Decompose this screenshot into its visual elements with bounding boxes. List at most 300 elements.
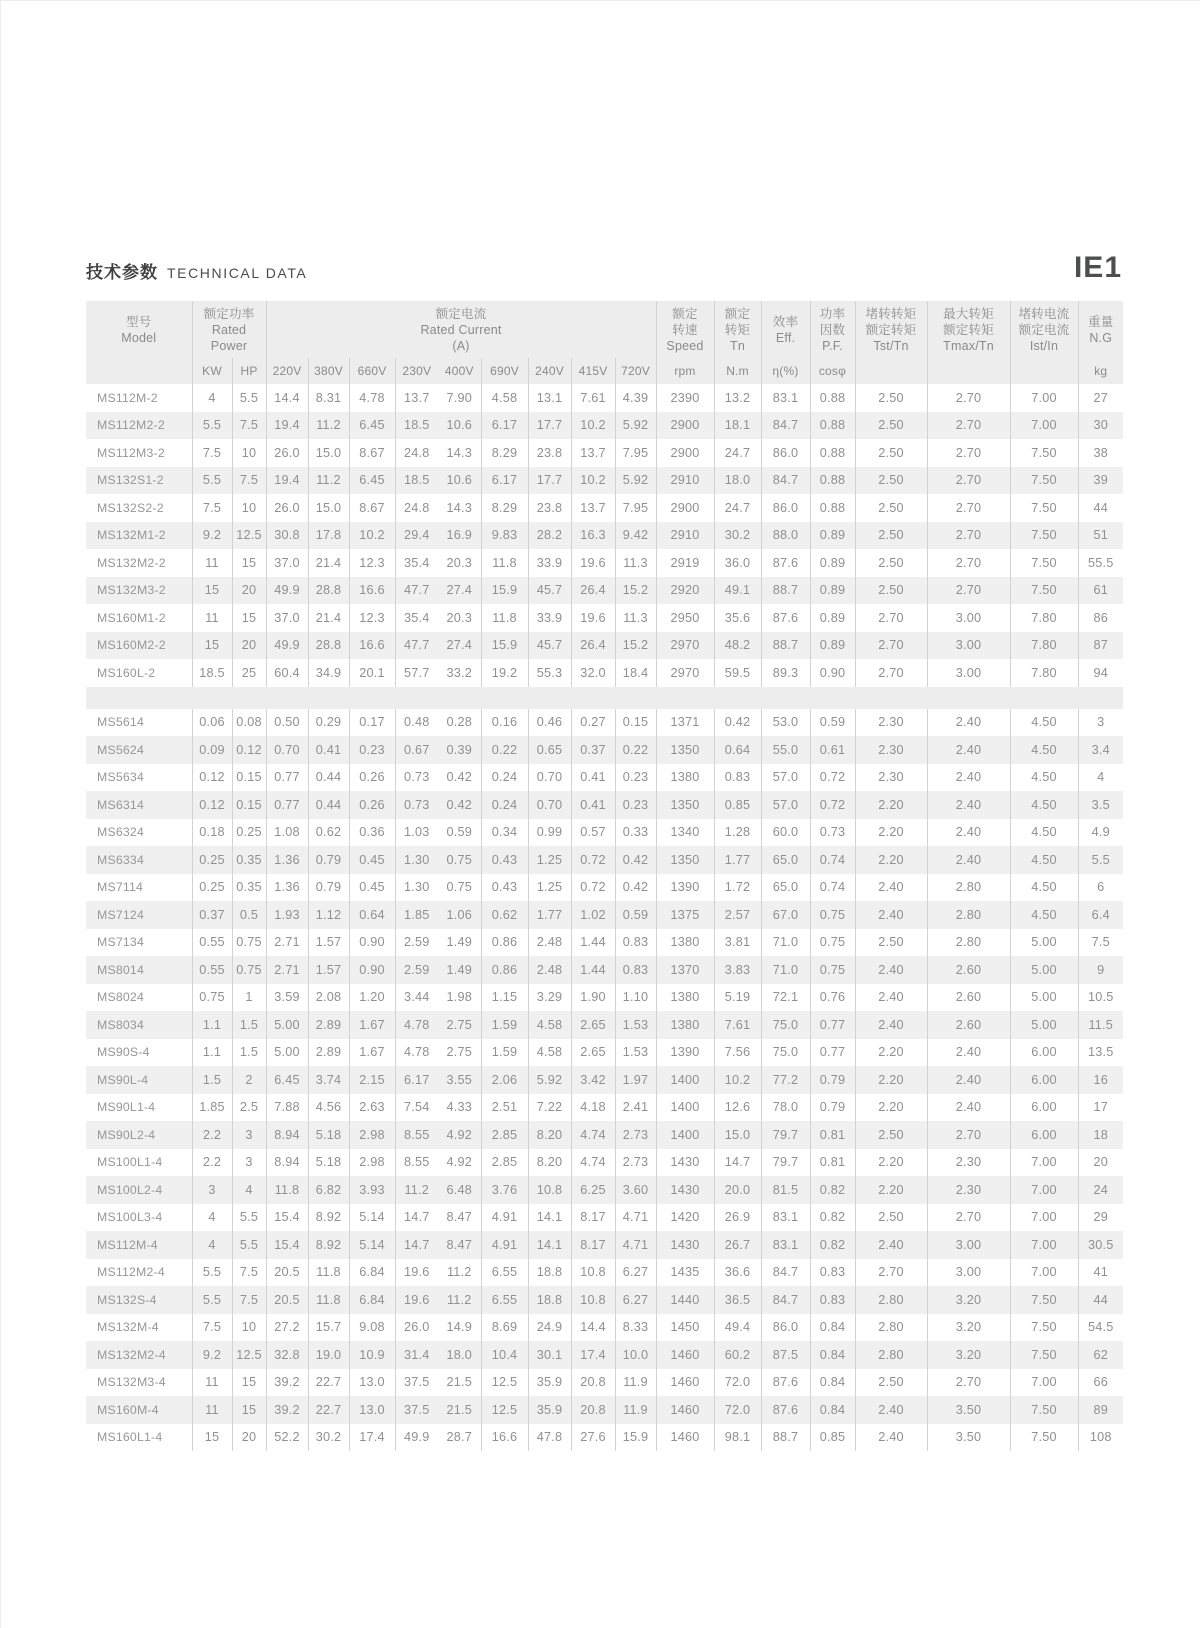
header-unit-row	[86, 358, 1123, 384]
value-cell: 0.35	[232, 846, 266, 874]
value-cell: 1.15	[481, 984, 528, 1012]
model-cell: MS132M3-2	[86, 577, 192, 605]
value-cell: 10.2	[571, 467, 615, 495]
value-cell: 30.5	[1078, 1231, 1123, 1259]
header-line: Rated Current	[420, 322, 502, 337]
value-cell: 8.67	[349, 439, 395, 467]
value-cell: 1.28	[714, 819, 761, 847]
value-cell: 18.4	[615, 659, 656, 687]
value-cell: 1.53	[615, 1011, 656, 1039]
model-cell: MS160L1-4	[86, 1424, 192, 1452]
value-cell: 0.35	[232, 874, 266, 902]
value-cell: 4	[192, 1231, 232, 1259]
value-cell: 28.8	[308, 577, 349, 605]
value-cell: 0.24	[481, 791, 528, 819]
value-cell: 5.5	[232, 1204, 266, 1232]
value-cell: 4.92	[438, 1149, 481, 1177]
value-cell: 2.60	[927, 984, 1010, 1012]
value-cell: 79.7	[761, 1149, 810, 1177]
model-cell: MS90S-4	[86, 1039, 192, 1067]
value-cell: 0.42	[438, 791, 481, 819]
value-cell: 53.0	[761, 709, 810, 737]
value-cell: 0.42	[615, 874, 656, 902]
value-cell: 0.75	[232, 956, 266, 984]
value-cell: 0.33	[615, 819, 656, 847]
value-cell: 0.28	[438, 709, 481, 737]
value-cell: 2.40	[927, 709, 1010, 737]
value-cell: 19.6	[395, 1286, 438, 1314]
value-cell: 1.02	[571, 901, 615, 929]
value-cell: 4.33	[438, 1094, 481, 1122]
table-row	[86, 874, 1123, 902]
value-cell: 0.22	[615, 736, 656, 764]
value-cell: 6.27	[615, 1286, 656, 1314]
value-cell: 11.8	[308, 1259, 349, 1287]
value-cell: 6.00	[1010, 1066, 1078, 1094]
value-cell: 0.09	[192, 736, 232, 764]
value-cell: 24	[1078, 1176, 1123, 1204]
unit-header: 660V	[349, 358, 395, 384]
value-cell: 89.3	[761, 659, 810, 687]
value-cell: 0.89	[810, 632, 855, 660]
value-cell: 0.55	[192, 956, 232, 984]
value-cell: 83.1	[761, 384, 810, 412]
value-cell: 2.40	[855, 1231, 927, 1259]
value-cell: 7.50	[1010, 1314, 1078, 1342]
value-cell: 7.00	[1010, 384, 1078, 412]
value-cell: 3.50	[927, 1424, 1010, 1452]
value-cell: 7.80	[1010, 604, 1078, 632]
value-cell: 57.7	[395, 659, 438, 687]
value-cell: 51	[1078, 522, 1123, 550]
value-cell: 2900	[656, 494, 714, 522]
value-cell: 1.36	[266, 846, 308, 874]
value-cell: 11	[192, 1396, 232, 1424]
value-cell: 1.25	[528, 874, 571, 902]
header-line: Speed	[666, 338, 704, 353]
value-cell: 3.20	[927, 1341, 1010, 1369]
value-cell: 1440	[656, 1286, 714, 1314]
value-cell: 4.92	[438, 1121, 481, 1149]
value-cell: 13.5	[1078, 1039, 1123, 1067]
value-cell: 9.08	[349, 1314, 395, 1342]
value-cell: 0.44	[308, 791, 349, 819]
value-cell: 5.92	[528, 1066, 571, 1094]
value-cell: 35.6	[714, 604, 761, 632]
value-cell: 87	[1078, 632, 1123, 660]
value-cell: 0.84	[810, 1369, 855, 1397]
unit-header	[86, 358, 192, 384]
value-cell: 7.50	[1010, 549, 1078, 577]
value-cell: 8.29	[481, 439, 528, 467]
value-cell: 4.50	[1010, 736, 1078, 764]
value-cell: 4.50	[1010, 764, 1078, 792]
value-cell: 6.84	[349, 1259, 395, 1287]
table-body	[86, 384, 1123, 1451]
value-cell: 3.44	[395, 984, 438, 1012]
value-cell: 0.06	[192, 709, 232, 737]
value-cell: 88.7	[761, 1424, 810, 1452]
value-cell: 2.20	[855, 1176, 927, 1204]
value-cell: 7.5	[232, 1286, 266, 1314]
value-cell: 7.5	[192, 1314, 232, 1342]
value-cell: 1.44	[571, 956, 615, 984]
value-cell: 84.7	[761, 1259, 810, 1287]
value-cell: 86.0	[761, 439, 810, 467]
unit-header: 720V	[615, 358, 656, 384]
value-cell: 0.41	[308, 736, 349, 764]
value-cell: 18	[1078, 1121, 1123, 1149]
value-cell: 0.83	[714, 764, 761, 792]
value-cell: 0.44	[308, 764, 349, 792]
value-cell: 94	[1078, 659, 1123, 687]
value-cell: 1.85	[395, 901, 438, 929]
value-cell: 67.0	[761, 901, 810, 929]
value-cell: 1.1	[192, 1011, 232, 1039]
value-cell: 0.57	[571, 819, 615, 847]
value-cell: 1.30	[395, 846, 438, 874]
value-cell: 2.98	[349, 1121, 395, 1149]
value-cell: 20.8	[571, 1396, 615, 1424]
value-cell: 15	[232, 549, 266, 577]
table-row	[86, 467, 1123, 495]
value-cell: 0.88	[810, 467, 855, 495]
value-cell: 10.2	[571, 412, 615, 440]
value-cell: 15	[232, 1369, 266, 1397]
value-cell: 1.20	[349, 984, 395, 1012]
value-cell: 0.89	[810, 549, 855, 577]
value-cell: 1.03	[395, 819, 438, 847]
value-cell: 3.29	[528, 984, 571, 1012]
value-cell: 86.0	[761, 494, 810, 522]
value-cell: 15	[232, 1396, 266, 1424]
header-line: 堵转电流	[1018, 306, 1070, 321]
value-cell: 27	[1078, 384, 1123, 412]
value-cell: 1400	[656, 1094, 714, 1122]
value-cell: 0.79	[308, 846, 349, 874]
value-cell: 4	[192, 1204, 232, 1232]
value-cell: 2.50	[855, 439, 927, 467]
value-cell: 11.2	[308, 467, 349, 495]
value-cell: 55.3	[528, 659, 571, 687]
value-cell: 1.5	[232, 1039, 266, 1067]
value-cell: 15.9	[481, 577, 528, 605]
table-row	[86, 791, 1123, 819]
value-cell: 13.2	[714, 384, 761, 412]
value-cell: 35.4	[395, 549, 438, 577]
value-cell: 18.8	[528, 1286, 571, 1314]
header-line: Power	[210, 338, 248, 353]
value-cell: 8.69	[481, 1314, 528, 1342]
value-cell: 1.06	[438, 901, 481, 929]
value-cell: 0.15	[615, 709, 656, 737]
model-cell: MS112M-4	[86, 1231, 192, 1259]
value-cell: 16.6	[349, 577, 395, 605]
value-cell: 62	[1078, 1341, 1123, 1369]
value-cell: 3.55	[438, 1066, 481, 1094]
value-cell: 7.88	[266, 1094, 308, 1122]
table-row	[86, 1039, 1123, 1067]
value-cell: 0.37	[571, 736, 615, 764]
unit-header	[1010, 358, 1078, 384]
value-cell: 2.80	[855, 1314, 927, 1342]
value-cell: 4.50	[1010, 819, 1078, 847]
value-cell: 0.84	[810, 1314, 855, 1342]
unit-header	[855, 358, 927, 384]
value-cell: 26.4	[571, 577, 615, 605]
unit-header: 690V	[481, 358, 528, 384]
model-cell: MS8034	[86, 1011, 192, 1039]
header-line: 功率	[819, 306, 846, 321]
header-line: 额定电流	[1018, 322, 1070, 337]
value-cell: 75.0	[761, 1039, 810, 1067]
table-row	[86, 709, 1123, 737]
value-cell: 71.0	[761, 929, 810, 957]
header-line: 最大转矩	[943, 306, 994, 321]
value-cell: 0.81	[810, 1121, 855, 1149]
value-cell: 3.4	[1078, 736, 1123, 764]
value-cell: 26.7	[714, 1231, 761, 1259]
value-cell: 14.3	[438, 439, 481, 467]
value-cell: 0.62	[481, 901, 528, 929]
value-cell: 6.00	[1010, 1121, 1078, 1149]
value-cell: 54.5	[1078, 1314, 1123, 1342]
value-cell: 7.50	[1010, 1396, 1078, 1424]
value-cell: 20.1	[349, 659, 395, 687]
value-cell: 2.20	[855, 791, 927, 819]
value-cell: 6.45	[349, 412, 395, 440]
value-cell: 29	[1078, 1204, 1123, 1232]
value-cell: 36.5	[714, 1286, 761, 1314]
table-row	[86, 494, 1123, 522]
value-cell: 24.8	[395, 494, 438, 522]
value-cell: 0.39	[438, 736, 481, 764]
value-cell: 12.6	[714, 1094, 761, 1122]
unit-header: HP	[232, 358, 266, 384]
value-cell: 0.29	[308, 709, 349, 737]
value-cell: 2.80	[855, 1286, 927, 1314]
value-cell: 1.67	[349, 1039, 395, 1067]
value-cell: 0.22	[481, 736, 528, 764]
value-cell: 2.80	[855, 1341, 927, 1369]
column-header	[927, 301, 1010, 358]
value-cell: 2.50	[855, 929, 927, 957]
value-cell: 1.77	[528, 901, 571, 929]
value-cell: 10.8	[528, 1176, 571, 1204]
value-cell: 2.80	[927, 874, 1010, 902]
value-cell: 0.77	[810, 1039, 855, 1067]
value-cell: 2.70	[927, 467, 1010, 495]
model-cell: MS5634	[86, 764, 192, 792]
value-cell: 47.7	[395, 632, 438, 660]
value-cell: 1350	[656, 736, 714, 764]
value-cell: 35.9	[528, 1396, 571, 1424]
value-cell: 12.5	[232, 522, 266, 550]
model-cell: MS7134	[86, 929, 192, 957]
value-cell: 7.5	[232, 412, 266, 440]
value-cell: 1.57	[308, 929, 349, 957]
value-cell: 4.50	[1010, 846, 1078, 874]
value-cell: 16.3	[571, 522, 615, 550]
value-cell: 3.00	[927, 1259, 1010, 1287]
value-cell: 7.50	[1010, 1341, 1078, 1369]
value-cell: 4.50	[1010, 874, 1078, 902]
value-cell: 10.0	[615, 1341, 656, 1369]
value-cell: 49.4	[714, 1314, 761, 1342]
value-cell: 2.40	[855, 1396, 927, 1424]
header-line: 额定转矩	[865, 322, 917, 337]
value-cell: 19.0	[308, 1341, 349, 1369]
table-row	[86, 632, 1123, 660]
value-cell: 2.40	[855, 901, 927, 929]
value-cell: 1.98	[438, 984, 481, 1012]
value-cell: 27.2	[266, 1314, 308, 1342]
value-cell: 45.7	[528, 577, 571, 605]
table-row	[86, 1396, 1123, 1424]
value-cell: 4.78	[395, 1039, 438, 1067]
value-cell: 0.23	[615, 764, 656, 792]
value-cell: 2.65	[571, 1011, 615, 1039]
table-row	[86, 1204, 1123, 1232]
value-cell: 4.50	[1010, 791, 1078, 819]
value-cell: 4.71	[615, 1204, 656, 1232]
header-line: Ist/In	[1029, 338, 1059, 353]
value-cell: 2.89	[308, 1039, 349, 1067]
value-cell: 15	[192, 577, 232, 605]
value-cell: 2919	[656, 549, 714, 577]
model-cell: MS90L2-4	[86, 1121, 192, 1149]
value-cell: 30.2	[308, 1424, 349, 1452]
value-cell: 1.36	[266, 874, 308, 902]
table-row	[86, 929, 1123, 957]
table-row	[86, 764, 1123, 792]
value-cell: 8.67	[349, 494, 395, 522]
value-cell: 0.88	[810, 494, 855, 522]
value-cell: 3.20	[927, 1286, 1010, 1314]
value-cell: 21.5	[438, 1396, 481, 1424]
model-cell: MS6334	[86, 846, 192, 874]
model-cell: MS132M1-2	[86, 522, 192, 550]
value-cell: 0.88	[810, 439, 855, 467]
model-cell: MS160M2-2	[86, 632, 192, 660]
value-cell: 3.5	[1078, 791, 1123, 819]
value-cell: 15.9	[615, 1424, 656, 1452]
value-cell: 49.9	[266, 632, 308, 660]
value-cell: 8.33	[615, 1314, 656, 1342]
value-cell: 0.70	[528, 791, 571, 819]
value-cell: 0.70	[528, 764, 571, 792]
unit-header: cosφ	[810, 358, 855, 384]
value-cell: 2920	[656, 577, 714, 605]
value-cell: 8.20	[528, 1149, 571, 1177]
value-cell: 10.9	[349, 1341, 395, 1369]
value-cell: 6.55	[481, 1286, 528, 1314]
value-cell: 0.70	[266, 736, 308, 764]
value-cell: 2.50	[855, 1121, 927, 1149]
value-cell: 2.40	[855, 956, 927, 984]
value-cell: 2.30	[927, 1149, 1010, 1177]
value-cell: 12.5	[232, 1341, 266, 1369]
value-cell: 20	[1078, 1149, 1123, 1177]
value-cell: 87.6	[761, 1396, 810, 1424]
table-row	[86, 901, 1123, 929]
value-cell: 2.40	[927, 764, 1010, 792]
value-cell: 5.5	[192, 412, 232, 440]
value-cell: 60.4	[266, 659, 308, 687]
value-cell: 72.0	[714, 1369, 761, 1397]
value-cell: 1420	[656, 1204, 714, 1232]
value-cell: 5.5	[192, 1259, 232, 1287]
value-cell: 0.73	[810, 819, 855, 847]
value-cell: 2.71	[266, 929, 308, 957]
value-cell: 5.5	[232, 384, 266, 412]
value-cell: 20.5	[266, 1286, 308, 1314]
value-cell: 8.31	[308, 384, 349, 412]
column-header	[1078, 301, 1123, 358]
value-cell: 18.5	[192, 659, 232, 687]
value-cell: 15.2	[615, 632, 656, 660]
value-cell: 14.1	[528, 1231, 571, 1259]
value-cell: 1.12	[308, 901, 349, 929]
section-separator	[86, 687, 1123, 709]
value-cell: 14.7	[395, 1204, 438, 1232]
value-cell: 6.82	[308, 1176, 349, 1204]
value-cell: 86	[1078, 604, 1123, 632]
value-cell: 7.50	[1010, 494, 1078, 522]
value-cell: 0.18	[192, 819, 232, 847]
value-cell: 0.16	[481, 709, 528, 737]
value-cell: 11.8	[481, 604, 528, 632]
value-cell: 1390	[656, 874, 714, 902]
value-cell: 3.20	[927, 1314, 1010, 1342]
value-cell: 18.0	[438, 1341, 481, 1369]
value-cell: 65.0	[761, 846, 810, 874]
value-cell: 2.70	[927, 549, 1010, 577]
value-cell: 5.5	[232, 1231, 266, 1259]
page-title-en: TECHNICAL DATA	[167, 265, 308, 281]
separator-cell	[86, 687, 1123, 709]
value-cell: 35.4	[395, 604, 438, 632]
value-cell: 0.90	[349, 929, 395, 957]
table-row	[86, 577, 1123, 605]
value-cell: 9.2	[192, 522, 232, 550]
value-cell: 20.3	[438, 549, 481, 577]
value-cell: 38	[1078, 439, 1123, 467]
value-cell: 19.6	[571, 604, 615, 632]
value-cell: 3	[232, 1149, 266, 1177]
value-cell: 6.55	[481, 1259, 528, 1287]
value-cell: 2.50	[855, 412, 927, 440]
value-cell: 2.40	[927, 819, 1010, 847]
value-cell: 2.70	[927, 577, 1010, 605]
model-cell: MS132S2-2	[86, 494, 192, 522]
value-cell: 2950	[656, 604, 714, 632]
value-cell: 2.70	[855, 659, 927, 687]
table-row	[86, 1011, 1123, 1039]
value-cell: 8.55	[395, 1121, 438, 1149]
value-cell: 0.83	[810, 1286, 855, 1314]
value-cell: 0.65	[528, 736, 571, 764]
value-cell: 3.50	[927, 1396, 1010, 1424]
value-cell: 8.47	[438, 1204, 481, 1232]
value-cell: 4.50	[1010, 709, 1078, 737]
value-cell: 2.40	[927, 1094, 1010, 1122]
value-cell: 6.17	[481, 467, 528, 495]
value-cell: 2910	[656, 522, 714, 550]
value-cell: 2.40	[927, 846, 1010, 874]
value-cell: 0.5	[232, 901, 266, 929]
value-cell: 10.4	[481, 1341, 528, 1369]
